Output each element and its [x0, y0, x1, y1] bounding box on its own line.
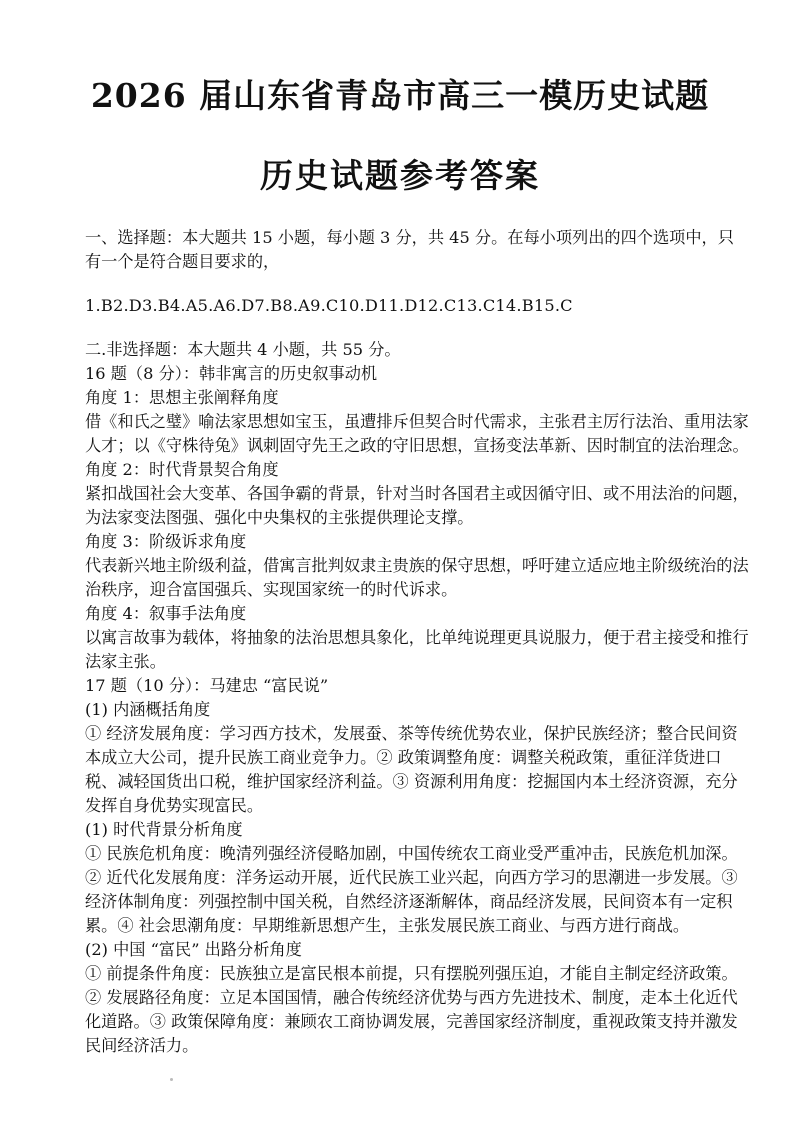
- q17-part1-heading: (1) 内涵概括角度: [85, 700, 211, 719]
- document-body: [85, 226, 750, 1058]
- q16-title: 16 题（8 分）：韩非寓言的历史叙事动机: [85, 364, 378, 383]
- q17-part2-heading: (1) 时代背景分析角度: [85, 820, 243, 839]
- scan-speck: [170, 1078, 173, 1081]
- q17-title: 17 题（10 分）：马建忠 “富民说”: [85, 676, 329, 695]
- q16-angle2-heading: 角度 2：时代背景契合角度: [85, 460, 279, 479]
- q16-angle1-text: 借《和氏之璧》喻法家思想如宝玉，虽遭排斥但契合时代需求，主张君主厉行法治、重用法家人才；以《守株待兔》讽刺固守先王之政的守旧思想，宣扬变法革新、因时制宜的法治理念。: [85, 412, 749, 455]
- q17-part2-text: ① 民族危机角度：晚清列强经济侵略加剧，中国传统农工商业受严重冲击，民族危机加深。② 近代化发展角度：洋务运动开展，近代民族工业兴起，向西方学习的思潮进一步发展。③ 经济体制角度：列强控制中国关税，自然经济逐渐解体，商品经济发展，民间资本有一定积累。④ 社会思潮角度：早期维新思想产生，主张发展民族工商业、与西方进行商战。: [85, 844, 738, 935]
- document-subtitle: 历史试题参考答案: [260, 156, 540, 195]
- section1-intro: 一、选择题：本大题共 15 小题，每小题 3 分，共 45 分。在每小项列出的四个选项中，只有一个是符合题目要求的，: [85, 228, 734, 271]
- q17-part1-text: ① 经济发展角度：学习西方技术，发展蚕、茶等传统优势农业，保护民族经济；整合民间资本成立大公司，提升民族工商业竞争力。② 政策调整角度：调整关税政策，重征洋货进口税、减轻国货出口税，维护国家经济利益。③ 资源利用角度：挖掘国内本土经济资源，充分发挥自身优势实现富民。: [85, 724, 738, 815]
- q17-part3-heading: (2) 中国 “富民” 出路分析角度: [85, 940, 302, 959]
- q16-angle4-heading: 角度 4：叙事手法角度: [85, 604, 247, 623]
- q16-angle1-heading: 角度 1：思想主张阐释角度: [85, 388, 279, 407]
- q16-angle3-text: 代表新兴地主阶级利益，借寓言批判奴隶主贵族的保守思想，呼吁建立适应地主阶级统治的法治秩序，迎合富国强兵、实现国家统一的时代诉求。: [85, 556, 749, 599]
- q16-angle2-text: 紧扣战国社会大变革、各国争霸的背景，针对当时各国君主或因循守旧、或不用法治的问题，为法家变法图强、强化中央集权的主张提供理论支撑。: [85, 484, 749, 527]
- document-title: 2026 届山东省青岛市高三一模历史试题: [90, 76, 710, 115]
- q16-angle3-heading: 角度 3：阶级诉求角度: [85, 532, 247, 551]
- q17-part3-text: ① 前提条件角度：民族独立是富民根本前提，只有摆脱列强压迫，才能自主制定经济政策。② 发展路径角度：立足本国国情，融合传统经济优势与西方先进技术、制度，走本土化近代化道路。③ 政策保障角度：兼顾农工商协调发展，完善国家经济制度，重视政策支持并激发民间经济活力。: [85, 964, 738, 1055]
- choice-answers: 1.B2.D3.B4.A5.A6.D7.B8.A9.C10.D11.D12.C13.C14.B15.C: [85, 296, 573, 315]
- q16-angle4-text: 以寓言故事为载体，将抽象的法治思想具象化，比单纯说理更具说服力，便于君主接受和推行法家主张。: [85, 628, 749, 671]
- section2-intro: 二.非选择题：本大题共 4 小题，共 55 分。: [85, 340, 401, 359]
